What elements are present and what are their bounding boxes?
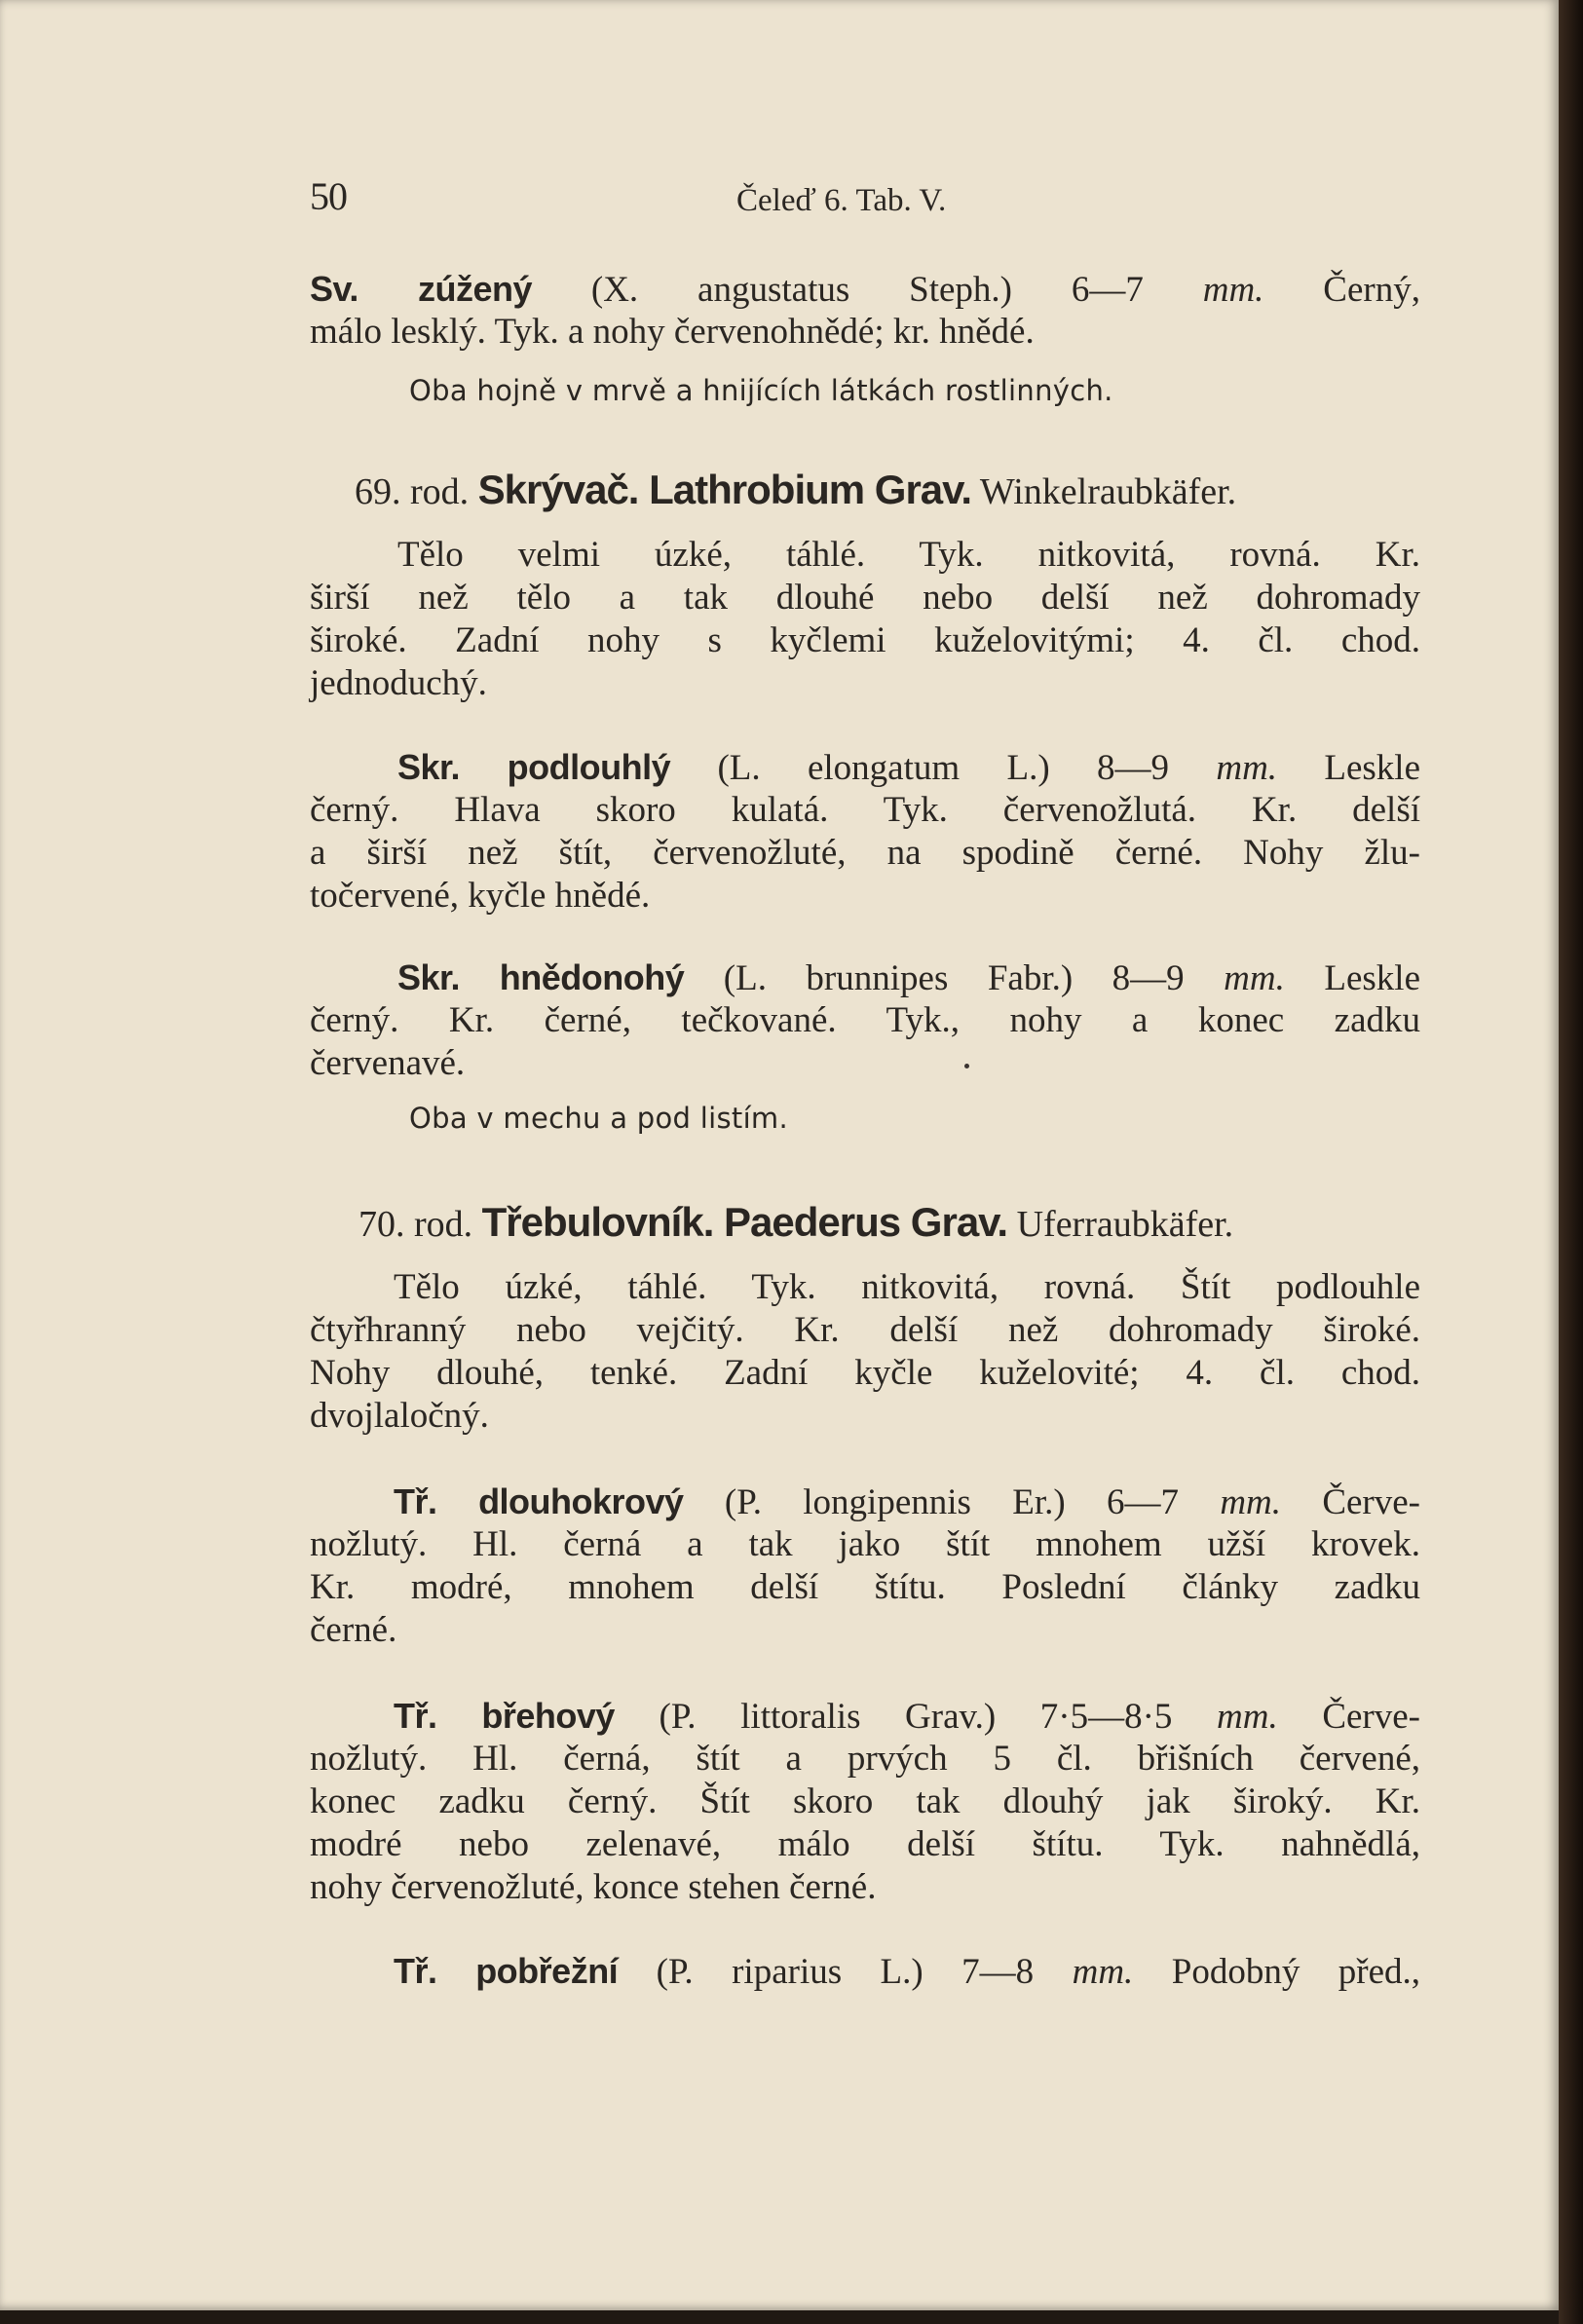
species-latin: (L. elongatum L.) 8—9 xyxy=(670,748,1217,788)
species-latin: (P. longipennis Er.) 6—7 xyxy=(683,1482,1221,1522)
habitat-note: Oba hojně v mrvě a hnijících látkách rostlinných. xyxy=(409,374,1113,407)
species-name: Skr. hnědonohý xyxy=(397,957,685,997)
habitat-note: Oba v mechu a pod listím. xyxy=(409,1102,789,1135)
text-line: černý. Kr. černé, tečkované. Tyk., nohy a konec zadku xyxy=(310,1000,1420,1040)
unit: mm. xyxy=(1202,270,1264,310)
text-line: černý. Hlava skoro kulatá. Tyk. červenožlutá. Kr. delší xyxy=(310,790,1420,830)
text-line: černé. xyxy=(310,1610,397,1650)
text-line: modré nebo zelenavé, málo delší štítu. Tyk. nahnědlá, xyxy=(310,1824,1420,1864)
species-heading-line xyxy=(397,746,1420,789)
running-title: Čeleď 6. Tab. V. xyxy=(736,183,947,218)
text-line: konec zadku černý. Štít skoro tak dlouhý jak široký. Kr. xyxy=(310,1781,1420,1821)
species-latin: (L. brunnipes Fabr.) 8—9 xyxy=(684,958,1225,998)
text-line: točervené, kyčle hnědé. xyxy=(310,876,651,916)
description-start: Leskle xyxy=(1284,958,1420,998)
genus-number: 70. rod. xyxy=(358,1204,482,1245)
text-line: Tělo velmi úzké, táhlé. Tyk. nitkovitá, rovná. Kr. xyxy=(397,535,1420,575)
description-start: Červe- xyxy=(1277,1697,1420,1737)
species-name: Tř. pobřežní xyxy=(394,1951,619,1991)
genus-heading xyxy=(355,464,1420,516)
description-start: Červe- xyxy=(1281,1482,1420,1522)
species-name: Tř. břehový xyxy=(394,1696,615,1736)
text-line: jednoduchý. xyxy=(310,663,487,703)
species-latin: (P. riparius L.) 7—8 xyxy=(618,1952,1073,1992)
text-line: a širší než štít, červenožluté, na spodině černé. Nohy žlu- xyxy=(310,833,1420,873)
unit: mm. xyxy=(1217,1697,1278,1737)
species-name: Skr. podlouhlý xyxy=(397,747,671,787)
description-start: Leskle xyxy=(1277,748,1421,788)
unit: mm. xyxy=(1224,958,1285,998)
text-line: nožlutý. Hl. černá, štít a prvých 5 čl. břišních červené, xyxy=(310,1739,1420,1779)
unit: mm. xyxy=(1216,748,1278,788)
genus-german-name: Uferraubkäfer. xyxy=(1007,1204,1234,1245)
genus-german-name: Winkelraubkäfer. xyxy=(971,471,1237,512)
description-start: Podobný před., xyxy=(1133,1952,1421,1992)
unit: mm. xyxy=(1072,1952,1134,1992)
text-line: málo lesklý. Tyk. a nohy červenohnědé; kr. hnědé. xyxy=(310,312,1035,352)
text-line: dvojlaločný. xyxy=(310,1396,489,1436)
text-line: Kr. modré, mnohem delší štítu. Poslední články zadku xyxy=(310,1567,1420,1607)
description-start: Černý, xyxy=(1263,270,1420,310)
text-line: Tělo úzké, táhlé. Tyk. nitkovitá, rovná. Štít podlouhle xyxy=(394,1267,1420,1307)
genus-heading xyxy=(358,1196,1420,1249)
species-heading-line xyxy=(394,1695,1420,1738)
species-latin: (X. angustatus Steph.) 6—7 xyxy=(532,270,1203,310)
species-latin: (P. littoralis Grav.) 7·5—8·5 xyxy=(614,1697,1218,1737)
text-line: široké. Zadní nohy s kyčlemi kuželovitými; 4. čl. chod. xyxy=(310,620,1420,660)
text-line: červenavé. xyxy=(310,1043,466,1083)
unit: mm. xyxy=(1220,1482,1282,1522)
genus-name: Třebulovník. Paederus Grav. xyxy=(481,1199,1008,1245)
species-name: Sv. zúžený xyxy=(310,269,533,309)
species-heading-line xyxy=(394,1950,1420,1993)
text-line: širší než tělo a tak dlouhé nebo delší než dohromady xyxy=(310,578,1420,618)
page-number: 50 xyxy=(310,174,347,218)
species-heading-line xyxy=(394,1481,1420,1523)
species-name: Tř. dlouhokrový xyxy=(394,1481,684,1521)
genus-number: 69. rod. xyxy=(355,471,478,512)
text-line: čtyřhranný nebo vejčitý. Kr. delší než dohromady široké. xyxy=(310,1310,1420,1350)
text-line xyxy=(310,268,1420,311)
genus-name: Skrývač. Lathrobium Grav. xyxy=(477,467,972,512)
stray-mark xyxy=(964,1064,969,1068)
text-line: nožlutý. Hl. černá a tak jako štít mnohem užší krovek. xyxy=(310,1524,1420,1564)
text-line: nohy červenožluté, konce stehen černé. xyxy=(310,1867,877,1907)
book-spine xyxy=(1559,0,1583,2324)
species-heading-line xyxy=(397,956,1420,999)
text-line: Nohy dlouhé, tenké. Zadní kyčle kuželovité; 4. čl. chod. xyxy=(310,1353,1420,1393)
